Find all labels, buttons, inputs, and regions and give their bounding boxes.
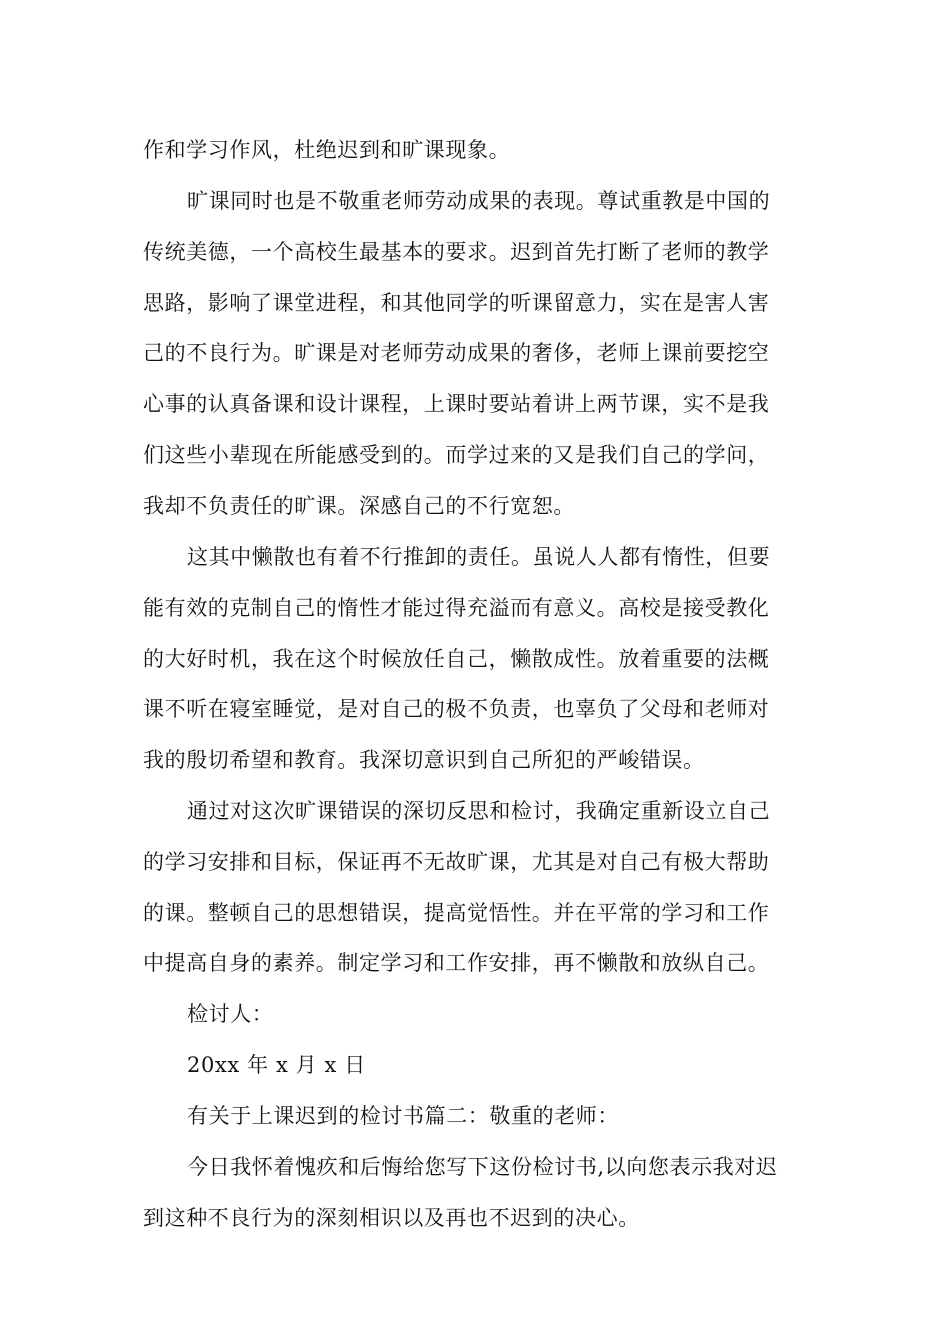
paragraph-start-line: 旷课同时也是不敬重老师劳动成果的表现。尊试重教是中国的 bbox=[187, 189, 771, 213]
text-line: 作和学习作风，杜绝迟到和旷课现象。 bbox=[143, 138, 511, 162]
text-line: 的学习安排和目标，保证再不无故旷课，尤其是对自己有极大帮助 bbox=[143, 850, 770, 874]
section-heading: 有关于上课迟到的检讨书篇二：敬重的老师： bbox=[187, 1104, 619, 1128]
signature-label: 检讨人： bbox=[187, 1002, 274, 1026]
text-line: 到这种不良行为的深刻相识以及再也不迟到的决心。 bbox=[143, 1206, 640, 1230]
text-line: 传统美德，一个高校生最基本的要求。迟到首先打断了老师的教学 bbox=[143, 240, 770, 264]
paragraph-start-line: 今日我怀着愧疚和后悔给您写下这份检讨书,以向您表示我对迟 bbox=[187, 1155, 778, 1179]
text-line: 己的不良行为。旷课是对老师劳动成果的奢侈，老师上课前要挖空 bbox=[143, 341, 770, 365]
text-line: 心事的认真备课和设计课程，上课时要站着讲上两节课，实不是我 bbox=[143, 392, 770, 416]
paragraph-start-line: 这其中懒散也有着不行推卸的责任。虽说人人都有惰性，但要 bbox=[187, 545, 771, 569]
text-line: 中提高自身的素养。制定学习和工作安排，再不懒散和放纵自己。 bbox=[143, 951, 770, 975]
text-line: 我的殷切希望和教育。我深切意识到自己所犯的严峻错误。 bbox=[143, 748, 705, 772]
text-line: 的课。整顿自己的思想错误，提高觉悟性。并在平常的学习和工作 bbox=[143, 901, 770, 925]
paragraph-start-line: 通过对这次旷课错误的深切反思和检讨，我确定重新设立自己 bbox=[187, 799, 771, 823]
text-line: 们这些小辈现在所能感受到的。而学过来的又是我们自己的学问， bbox=[143, 443, 770, 467]
text-line: 能有效的克制自己的惰性才能过得充溢而有意义。高校是接受教化 bbox=[143, 596, 770, 620]
text-line: 思路，影响了课堂进程，和其他同学的听课留意力，实在是害人害 bbox=[143, 291, 770, 315]
text-line: 的大好时机，我在这个时候放任自己，懒散成性。放着重要的法概 bbox=[143, 647, 770, 671]
text-line: 课不听在寝室睡觉，是对自己的极不负责，也辜负了父母和老师对 bbox=[143, 697, 770, 721]
date-line: 20xx 年 x 月 x 日 bbox=[187, 1053, 366, 1077]
text-line: 我却不负责任的旷课。深感自己的不行宽恕。 bbox=[143, 494, 575, 518]
